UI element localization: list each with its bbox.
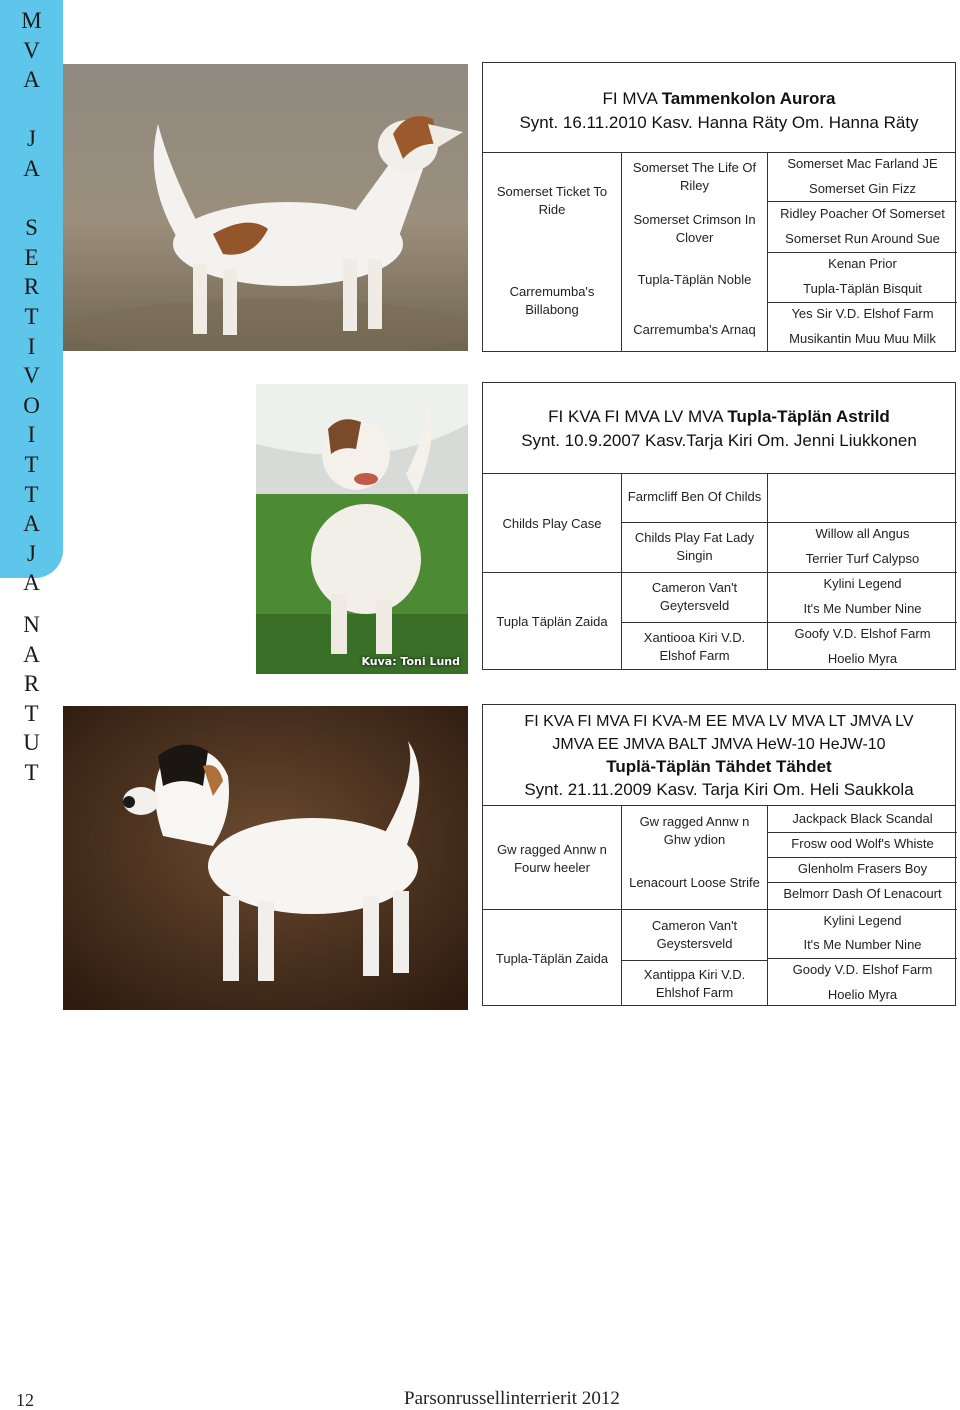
grandparent: Cameron Van't Geytersveld bbox=[651, 580, 738, 613]
great-grandparent: Jackpack Black Scandal bbox=[792, 811, 933, 826]
banner-letter: J bbox=[27, 540, 36, 566]
grandparent: Gw ragged Annw n Ghw ydion bbox=[639, 814, 750, 847]
banner-letter: T bbox=[24, 700, 39, 726]
sire: Somerset Ticket To Ride bbox=[496, 183, 608, 217]
banner-letter: N bbox=[23, 612, 40, 637]
grandparent: Cameron Van't Geystersveld bbox=[651, 918, 738, 951]
great-grandparent: Frosw ood Wolf's Whiste bbox=[791, 836, 934, 851]
banner-letter bbox=[0, 184, 63, 214]
banner-letter bbox=[0, 95, 63, 125]
great-grandparent: Somerset Run Around Sue bbox=[785, 231, 940, 246]
banner-letter: R bbox=[23, 671, 40, 697]
photo-credit: Kuva: Toni Lund bbox=[361, 655, 460, 668]
grandparent: Somerset Crimson In Clover bbox=[633, 212, 756, 245]
great-grandparent: Kylini Legend bbox=[823, 576, 902, 591]
banner-letter: R bbox=[23, 274, 40, 300]
banner-letter: U bbox=[23, 730, 40, 756]
great-grandparent: Hoelio Myra bbox=[827, 651, 898, 666]
grandparent: Carremumba's Arnaq bbox=[633, 322, 756, 337]
grandparent: Somerset The Life Of Riley bbox=[632, 160, 757, 193]
great-grandparent: Yes Sir V.D. Elshof Farm bbox=[791, 306, 934, 321]
great-grandparent: Belmorr Dash Of Lenacourt bbox=[783, 886, 942, 901]
great-grandparent: Kenan Prior bbox=[828, 256, 897, 271]
titles: FI KVA FI MVA LV MVA bbox=[548, 407, 728, 426]
great-grandparent: Terrier Turf Calypso bbox=[805, 551, 920, 566]
dog-title-line bbox=[483, 405, 955, 429]
banner-letter: A bbox=[23, 570, 40, 596]
grandparent: Lenacourt Loose Strife bbox=[629, 875, 760, 890]
grandparent: Xantippa Kiri V.D. Ehlshof Farm bbox=[643, 967, 746, 1000]
grandparents-column bbox=[621, 474, 767, 669]
great-grandparent: It's Me Number Nine bbox=[803, 601, 922, 616]
pedigree-1 bbox=[482, 62, 956, 352]
great-grandparents-column bbox=[767, 806, 957, 1005]
banner-letter: O bbox=[23, 392, 40, 418]
birth-info: Synt. 16.11.2010 Kasv. Hanna Räty Om. Hanna Räty bbox=[519, 113, 919, 132]
grandparents-column bbox=[621, 806, 767, 1005]
dam: Tupla-Täplän Zaida bbox=[495, 950, 609, 966]
pedigree-1-table bbox=[483, 152, 955, 351]
great-grandparent: Goofy V.D. Elshof Farm bbox=[794, 626, 931, 641]
grandparent: Tupla-Täplän Noble bbox=[637, 272, 752, 287]
dog-name: Tupla-Täplän Astrild bbox=[727, 407, 890, 426]
banner-letter: A bbox=[23, 67, 40, 93]
dam: Tupla Täplän Zaida bbox=[496, 613, 608, 629]
great-grandparent: Somerset Gin Fizz bbox=[809, 181, 916, 196]
banner-letter: T bbox=[24, 451, 39, 477]
great-grandparent: Goody V.D. Elshof Farm bbox=[792, 962, 933, 977]
parents-column bbox=[483, 806, 621, 1005]
birth-info: Synt. 10.9.2007 Kasv.Tarja Kiri Om. Jenni Liukkonen bbox=[521, 431, 917, 450]
dog-name: Tuplä-Täplän Tähdet Tähdet bbox=[606, 757, 832, 776]
banner-letter: V bbox=[23, 363, 40, 389]
great-grandparent: Ridley Poacher Of Somerset bbox=[780, 206, 945, 221]
great-grandparent: Glenholm Frasers Boy bbox=[797, 861, 928, 876]
banner-letter: T bbox=[24, 303, 39, 329]
dog-photo-3 bbox=[63, 706, 468, 1010]
banner-letters-bottom bbox=[0, 610, 63, 788]
sire: Childs Play Case bbox=[502, 515, 602, 531]
great-grandparent: Tupla-Täplän Bisquit bbox=[803, 281, 922, 296]
great-grandparent: Hoelio Myra bbox=[827, 987, 898, 1002]
great-grandparent: Musikantin Muu Muu Milk bbox=[789, 331, 936, 346]
banner-letter: M bbox=[21, 8, 42, 33]
banner-letter: I bbox=[27, 422, 36, 448]
banner-letter: A bbox=[23, 511, 40, 537]
dog-title-line bbox=[483, 87, 955, 111]
dog-title-line bbox=[483, 756, 955, 779]
great-grandparent: Kylini Legend bbox=[823, 913, 902, 928]
great-grandparent: Somerset Mac Farland JE bbox=[787, 156, 938, 171]
great-grandparent: Willow all Angus bbox=[815, 526, 910, 541]
great-grandparents-column bbox=[767, 474, 957, 669]
great-grandparent bbox=[768, 474, 957, 496]
birth-info: Synt. 21.11.2009 Kasv. Tarja Kiri Om. Heli Saukkola bbox=[524, 779, 914, 799]
banner-letter: I bbox=[27, 333, 36, 359]
sire: Gw ragged Annw n Fourw heeler bbox=[497, 841, 607, 875]
great-grandparent bbox=[768, 499, 957, 521]
pedigree-2 bbox=[482, 382, 956, 670]
banner-letter: T bbox=[24, 759, 39, 785]
pedigree-2-table bbox=[483, 473, 955, 669]
banner-letter: T bbox=[24, 481, 39, 507]
dam: Carremumba's Billabong bbox=[509, 283, 595, 317]
great-grandparent: It's Me Number Nine bbox=[803, 937, 922, 952]
banner-letter: S bbox=[25, 215, 38, 241]
pedigree-2-header bbox=[483, 405, 955, 453]
parents-column bbox=[483, 153, 621, 351]
great-grandparents-column bbox=[767, 153, 957, 351]
banner-letter: E bbox=[24, 244, 39, 270]
banner-letter: A bbox=[23, 155, 40, 181]
parents-column bbox=[483, 474, 621, 669]
pedigree-3-table bbox=[483, 805, 955, 1005]
grandparents-column bbox=[621, 153, 767, 351]
titles: JMVA EE JMVA BALT JMVA HeW-10 HeJW-10 bbox=[552, 735, 886, 753]
banner-letter: J bbox=[27, 126, 36, 152]
banner-letters-top bbox=[0, 6, 63, 598]
publication-title: Parsonrussellinterrierit 2012 bbox=[404, 1388, 620, 1409]
titles: FI KVA FI MVA FI KVA-M EE MVA LV MVA LT JMVA LV bbox=[524, 713, 914, 730]
pedigree-3 bbox=[482, 704, 956, 1006]
grandparent: Xantiooa Kiri V.D. Elshof Farm bbox=[643, 630, 746, 663]
titles: FI MVA bbox=[602, 89, 662, 108]
banner-letter: V bbox=[23, 37, 40, 63]
banner-letter: A bbox=[23, 641, 40, 667]
pedigree-3-header bbox=[483, 711, 955, 801]
pedigree-1-header bbox=[483, 87, 955, 135]
grandparent: Farmcliff Ben Of Childs bbox=[627, 489, 762, 504]
grandparent: Childs Play Fat Lady Singin bbox=[634, 530, 755, 563]
dog-name: Tammenkolon Aurora bbox=[661, 89, 836, 108]
dog-photo-1 bbox=[63, 64, 468, 351]
dog-photo-2 bbox=[256, 384, 468, 674]
page-number: 12 bbox=[16, 1390, 34, 1410]
